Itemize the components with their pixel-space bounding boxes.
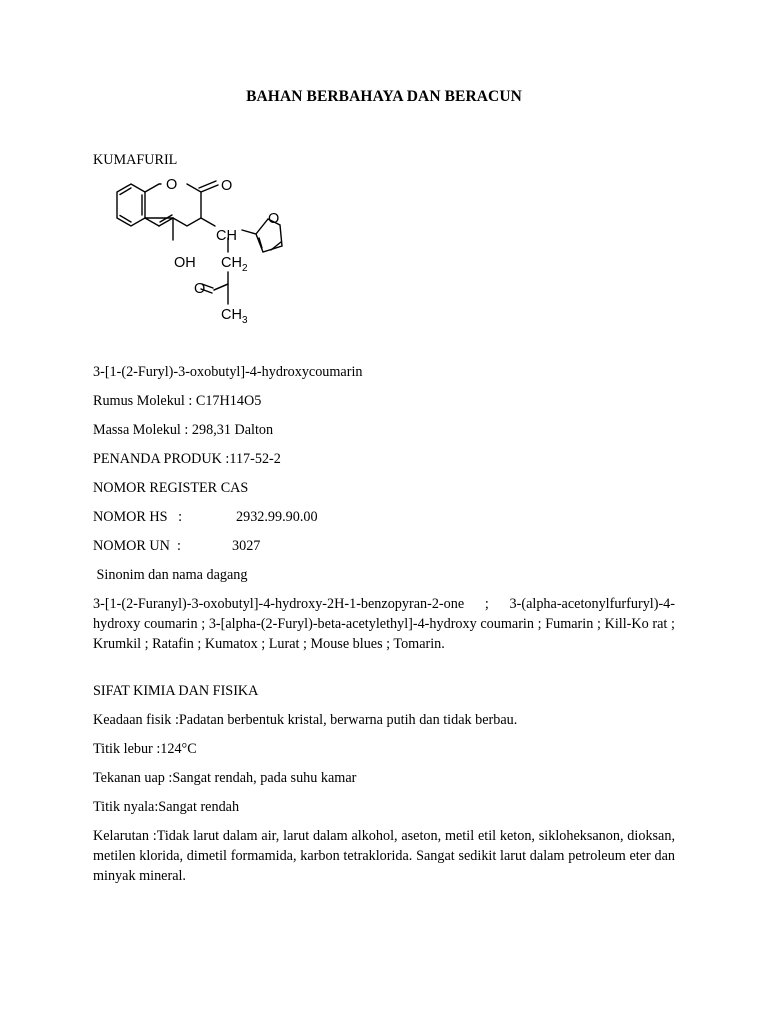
flash-point: Titik nyala:Sangat rendah: [93, 799, 240, 815]
compound-name: KUMAFURIL: [93, 152, 178, 168]
ch-label: CH: [216, 228, 237, 244]
ch3-label: $CH_3$: [221, 307, 248, 326]
un-value: 3027: [232, 538, 261, 554]
synonyms-heading: Sinonim dan nama dagang: [93, 567, 248, 583]
un-number-row: [93, 536, 675, 556]
ch2-label: $CH_2$: [221, 255, 248, 274]
properties-heading: SIFAT KIMIA DAN FISIKA: [93, 683, 259, 699]
hs-label: NOMOR HS :: [93, 509, 183, 525]
molecular-mass: Massa Molekul : 298,31 Dalton: [93, 422, 274, 438]
ketone-oxygen-label: O: [194, 281, 206, 297]
carbonyl-oxygen-label: O: [221, 178, 233, 194]
hydroxyl-label: OH: [174, 255, 196, 271]
document-title: BAHAN BERBAHAYA DAN BERACUN: [246, 88, 522, 105]
vapor-pressure: Tekanan uap :Sangat rendah, pada suhu kamar: [93, 770, 357, 786]
chemical-structure-diagram: [100, 172, 290, 327]
un-label: NOMOR UN :: [93, 538, 181, 554]
melting-point: Titik lebur :124°C: [93, 741, 197, 757]
product-marker: PENANDA PRODUK :117-52-2: [93, 451, 281, 467]
ring-oxygen-label: O: [166, 177, 178, 193]
solubility: Kelarutan :Tidak larut dalam air, larut dalam alkohol, aseton, metil etil keton, sikloheksanon, dioksan, metilen klorida, dimetil formamida, karbon tetraklorida. Sangat sedikit larut dalam petroleum eter dan minyak mineral.: [93, 828, 675, 884]
hs-value: 2932.99.90.00: [236, 509, 318, 525]
physical-state: Keadaan fisik :Padatan berbentuk kristal, berwarna putih dan tidak berbau.: [93, 712, 518, 728]
furan-oxygen-label: O: [268, 211, 280, 227]
hs-number-row: [93, 507, 675, 527]
molecular-formula: Rumus Molekul : C17H14O5: [93, 393, 262, 409]
iupac-name: 3-[1-(2-Furyl)-3-oxobutyl]-4-hydroxycoumarin: [93, 364, 363, 380]
cas-register: NOMOR REGISTER CAS: [93, 480, 249, 496]
synonyms-text: 3-[1-(2-Furanyl)-3-oxobutyl]-4-hydroxy-2H-1-benzopyran-2-one ; 3-(alpha-acetonylfurfuryl)-4-hydroxy coumarin ; 3-[alpha-(2-Furyl)-beta-acetylethyl]-4-hydroxy coumarin ; Fumarin ; Kill-Ko rat ; Krumkil ; Ratafin ; Kumatox ; Lurat ; Mouse blues ; Tomarin.: [93, 596, 675, 652]
